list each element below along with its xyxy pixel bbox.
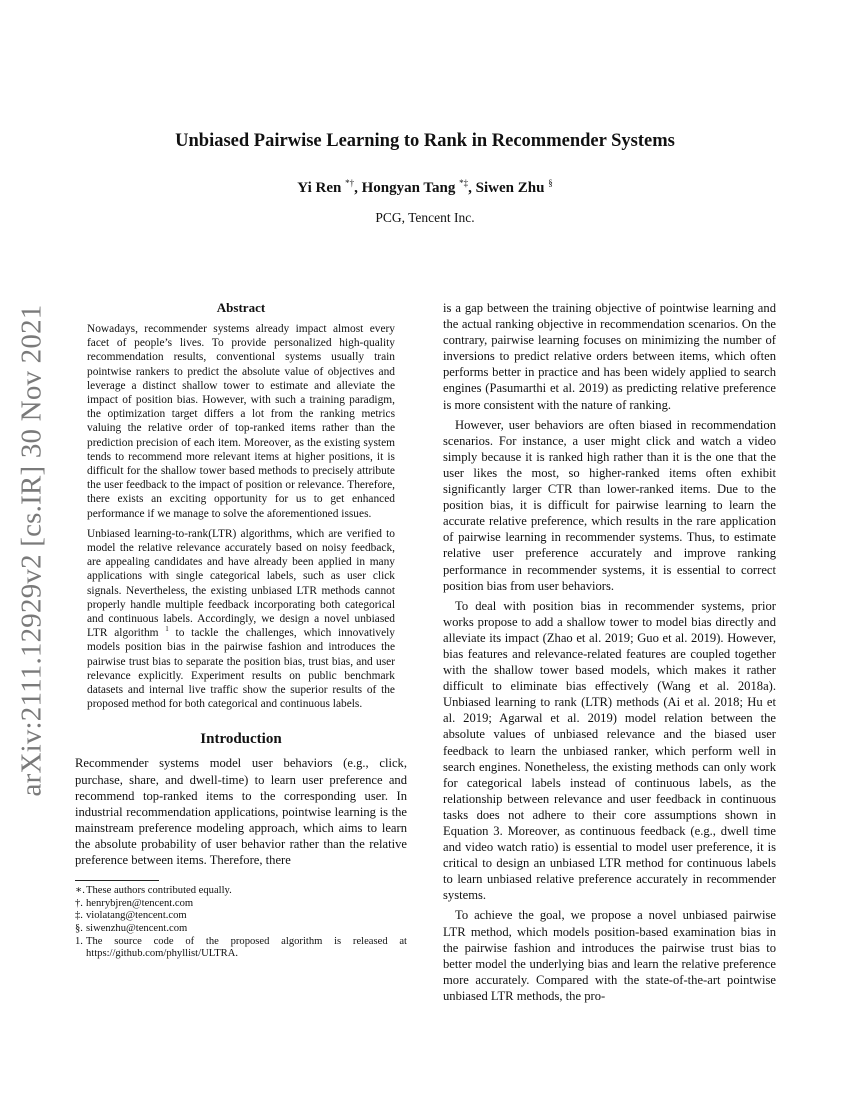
author-marks: *‡ (459, 178, 469, 188)
footnote-mark: †. (75, 897, 83, 909)
author-name: Siwen Zhu (475, 180, 545, 196)
footnote-mark: ∗. (75, 885, 85, 897)
paper-title: Unbiased Pairwise Learning to Rank in Recommender Systems (175, 131, 675, 151)
footnote-text: henrybjren@tencent.com (86, 897, 194, 909)
footnotes (75, 885, 407, 961)
footnote-item (75, 910, 407, 923)
footnote-text: violatang@tencent.com (86, 910, 187, 922)
abstract-paragraph (87, 527, 395, 712)
body-paragraph: Recommender systems model user behaviors (e.g., click, purchase, share, and dwell-time) to learn user preference and recommend top-ranked items to the corresponding user. In industrial recommendation applications, pointwise learning is the mainstream preference modeling approach, which aims to learn the absolute probability of user behavior rather than the relative preference between items. Therefore, there (75, 756, 407, 868)
abstract-body (75, 322, 407, 711)
right-column (443, 300, 776, 1008)
footnote-ref: 1 (165, 625, 169, 634)
abstract-text: to tackle the challenges, which innovatively models position bias in the pairwise fashion and introduces the pairwise trust bias to separate the position bias, trust bias, and user relevance explicitly. Experiment results on public benchmark datasets and internal live traffic show the superior results of the proposed method for both categorical and continuous labels. (87, 627, 395, 711)
body-paragraph: However, user behaviors are often biased in recommendation scenarios. For instance, a user might click and watch a video simply because it is ranked high rather than it is the one that the user likes the most, so higher-ranked items often exhibit significantly larger CTR than lower-ranked items. Due to the position bias, it is difficult for pairwise learning to learn the accurate relative preference, which results in the rare application of pairwise learning in recommender systems. Thus, to estimate relative user preference accurately and improve ranking performance in recommender systems, it is essential to correct position bias from user behaviors. (443, 417, 776, 593)
footnote-text: These authors contributed equally. (86, 885, 232, 897)
author-marks: *† (345, 178, 355, 188)
footnote-item (75, 898, 407, 911)
footnote-mark: 1. (75, 935, 83, 947)
footnote-mark: §. (75, 922, 83, 934)
footnote-text: The source code of the proposed algorithm is released at https://github.com/phyllist/ULTRA. (86, 935, 407, 960)
body-paragraph: To achieve the goal, we propose a novel unbiased pairwise LTR method, which models position-based examination bias in the pairwise fashion and introduces the pairwise trust bias to better model the underlying bias and learn the relative preference more accurately. Compared with the state-of-the-art pointwise unbiased LTR methods, the pro- (443, 908, 776, 1003)
footnote-item (75, 923, 407, 936)
abstract-paragraph: Nowadays, recommender systems already impact almost every facet of people’s lives. To provide personalized high-quality recommendation results, conventional systems usually train pointwise rankers to predict the absolute value of objectives and leverage a distinct shallow tower to estimate and alleviate the impact of position bias. However, with such a training paradigm, the optimization target differs a lot from the ranking metrics valuing the relative order of top-ranked items rather than the prediction precision of each item. Moreover, as the existing system tends to recommend more relevant items at higher positions, it is difficult for the shallow tower based methods to precisely attribute the user feedback to the impact of position or relevance. Therefore, there exists an exciting opportunity for us to get enhanced performance if we manage to solve the aforementioned issues. (87, 323, 395, 520)
footnote-item (75, 885, 407, 898)
footnote-mark: ‡. (75, 910, 83, 922)
author-marks: § (548, 178, 553, 188)
abstract-text: Unbiased learning-to-rank(LTR) algorithms, which are verified to model the relative relevance accurately based on noisy feedback, are appealing candidates and have already been applied in many applications with single categorical labels, such as user click signals. Nevertheless, the existing unbiased LTR methods cannot properly handle multiple feedback incorporating both categorical and continuous labels. Accordingly, we design a novel unbiased LTR algorithm (87, 527, 395, 640)
author-name: Yi Ren (297, 180, 342, 196)
footnote-item (75, 936, 407, 961)
author-list: Yi Ren *†, Hongyan Tang *‡, Siwen Zhu § (297, 178, 553, 196)
left-column (75, 300, 407, 961)
introduction-heading: Introduction (200, 731, 282, 748)
abstract-heading: Abstract (216, 300, 266, 315)
introduction-body (75, 755, 407, 868)
body-paragraph: is a gap between the training objective of pointwise learning and the actual ranking objective in recommendation scenarios. On the contrary, pairwise learning focuses on minimizing the number of inversions to predict relative orders between items, which often performs better in practice and has been widely applied to search engines (Pasumarthi et al. 2019) as predicting relative preference is more consistent with the nature of ranking. (443, 301, 776, 412)
footnote-divider (75, 880, 159, 881)
author-name: Hongyan Tang (361, 180, 456, 196)
affiliation: PCG, Tencent Inc. (375, 210, 475, 225)
arxiv-stamp-text: arXiv:2111.12929v2 [cs.IR] 30 Nov 2021 (15, 304, 48, 796)
footnote-text: siwenzhu@tencent.com (86, 922, 188, 934)
arxiv-stamp (14, 300, 50, 800)
body-paragraph: To deal with position bias in recommender systems, prior works propose to add a shallow tower to model bias directly and alleviate its impact (Zhao et al. 2019; Guo et al. 2019). However, bias features and relevance-related features are coupled together with the shallow tower based models, which makes it rather difficult to eliminate bias effectively (Wang et al. 2018a). Unbiased learning to rank (LTR) methods (Ai et al. 2018; Hu et al. 2019; Agarwal et al. 2019) model relation between the absolute values of unbiased relevance and the biased user feedback to learn the unbiased ranker, which perform well in search engines. Nonetheless, the existing methods can only work for categorical labels instead of continuous labels, as the relationship between relevance and user feedback in continuous tasks does not adhere to their core assumptions shown in Equation 3. Moreover, as continuous feedback (e.g., dwell time and video watch ratio) is essential to model user preference, it is critical to design an unbiased LTR method for continuous labels to learn unbiased relative preference accurately in recommender systems. (443, 598, 776, 903)
